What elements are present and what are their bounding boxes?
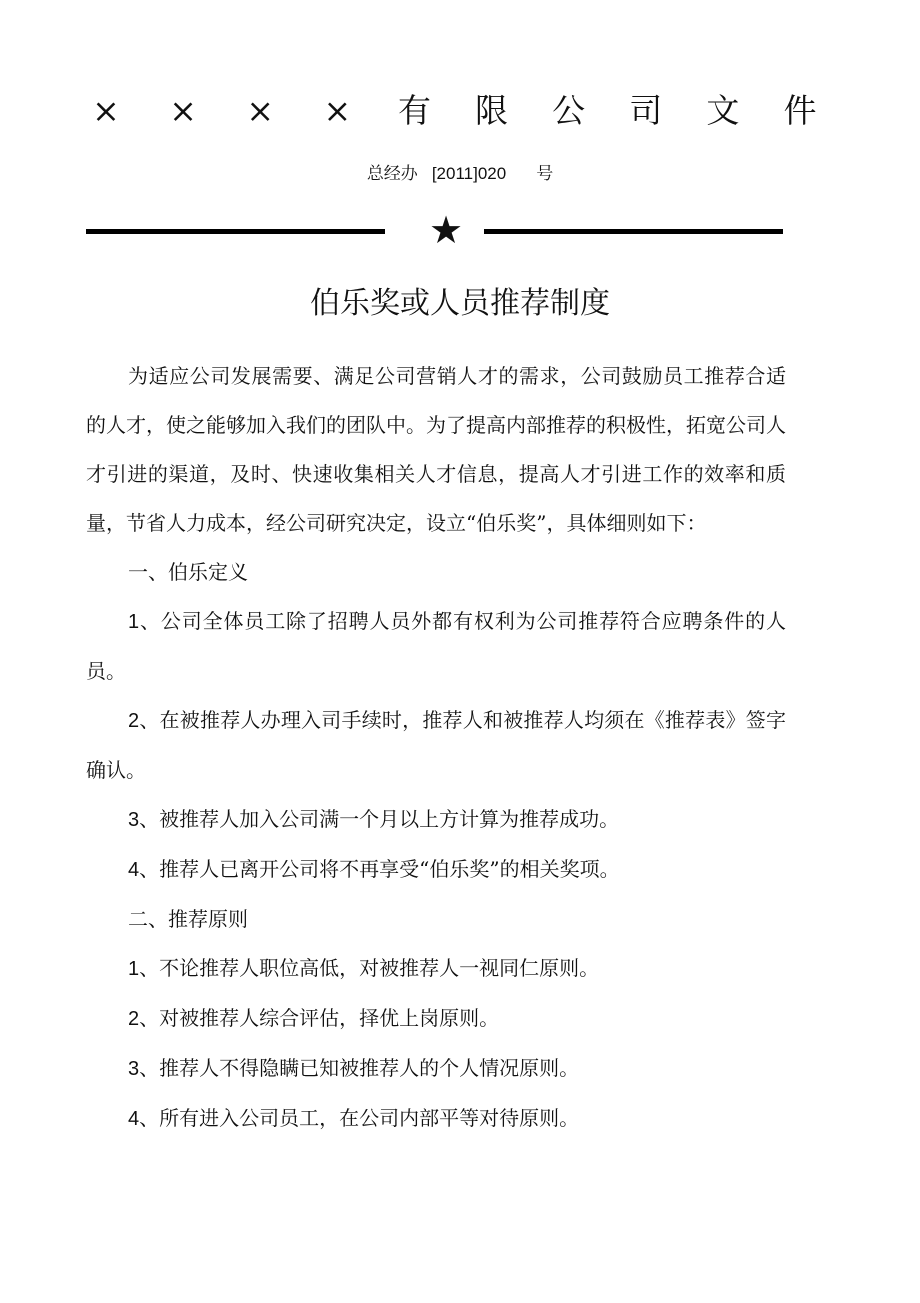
star-icon: ★	[428, 208, 464, 252]
header-char: 有	[397, 91, 431, 130]
header-char: ×	[169, 91, 197, 130]
header-char: ×	[246, 91, 275, 130]
item-text: 、被推荐人加入公司满一个月以上方计算为推荐成功。	[139, 807, 620, 831]
section-heading: 一、伯乐定义	[128, 560, 248, 584]
item-number: 3	[128, 809, 140, 831]
item-number: 1	[128, 958, 140, 980]
item-text: 、推荐人已离开公司将不再享受“伯乐奖”的相关奖项。	[139, 857, 620, 881]
list-item	[86, 1094, 786, 1144]
item-text: 、对被推荐人综合评估，择优上岗原则。	[139, 1006, 500, 1030]
header-char: 限	[475, 91, 509, 130]
document-title: 伯乐奖或人员推荐制度	[310, 286, 610, 321]
document-body	[86, 352, 786, 1144]
item-text: 、不论推荐人职位高低，对被推荐人一视同仁原则。	[139, 956, 600, 980]
list-item	[86, 597, 786, 696]
item-number: 2	[128, 710, 140, 732]
company-document-header	[86, 86, 820, 136]
item-text: 、在被推荐人办理入司手续时，推荐人和被推荐人均须在《推荐表》签字确认。	[86, 708, 786, 782]
item-number: 4	[128, 1108, 140, 1130]
item-text: 、所有进入公司员工，在公司内部平等对待原则。	[139, 1106, 580, 1130]
header-char: 文	[706, 91, 740, 130]
item-text: 、推荐人不得隐瞒已知被推荐人的个人情况原则。	[139, 1056, 580, 1080]
divider-left	[86, 229, 385, 234]
list-item	[86, 795, 786, 845]
header-char: ×	[92, 91, 120, 130]
list-item	[86, 696, 786, 795]
document-number	[0, 160, 920, 188]
item-number: 1	[128, 611, 140, 633]
list-item	[86, 944, 786, 994]
item-text: 、公司全体员工除了招聘人员外都有权利为公司推荐符合应聘条件的人员。	[86, 609, 786, 683]
header-char: 公	[552, 91, 586, 130]
section-heading: 二、推荐原则	[128, 907, 248, 931]
list-item	[86, 994, 786, 1044]
list-item	[86, 845, 786, 895]
doc-number-value: [2011]020	[431, 164, 507, 183]
list-item	[86, 1044, 786, 1094]
header-char: 件	[783, 91, 817, 130]
doc-number-prefix: 总经办	[366, 164, 418, 183]
item-number: 4	[128, 859, 140, 881]
divider-right	[484, 229, 783, 234]
header-char: 司	[629, 91, 663, 130]
item-number: 2	[128, 1008, 140, 1030]
doc-number-suffix: 号	[536, 164, 554, 183]
item-number: 3	[128, 1058, 140, 1080]
intro-paragraph: 为适应公司发展需要、满足公司营销人才的需求，公司鼓励员工推荐合适的人才，使之能够加入我们的团队中。为了提高内部推荐的积极性，拓宽公司人才引进的渠道，及时、快速收集相关人才信息，提高人才引进工作的效率和质量，节省人力成本，经公司研究决定，设立“伯乐奖”，具体细则如下：	[86, 364, 786, 535]
header-char: ×	[323, 91, 352, 130]
